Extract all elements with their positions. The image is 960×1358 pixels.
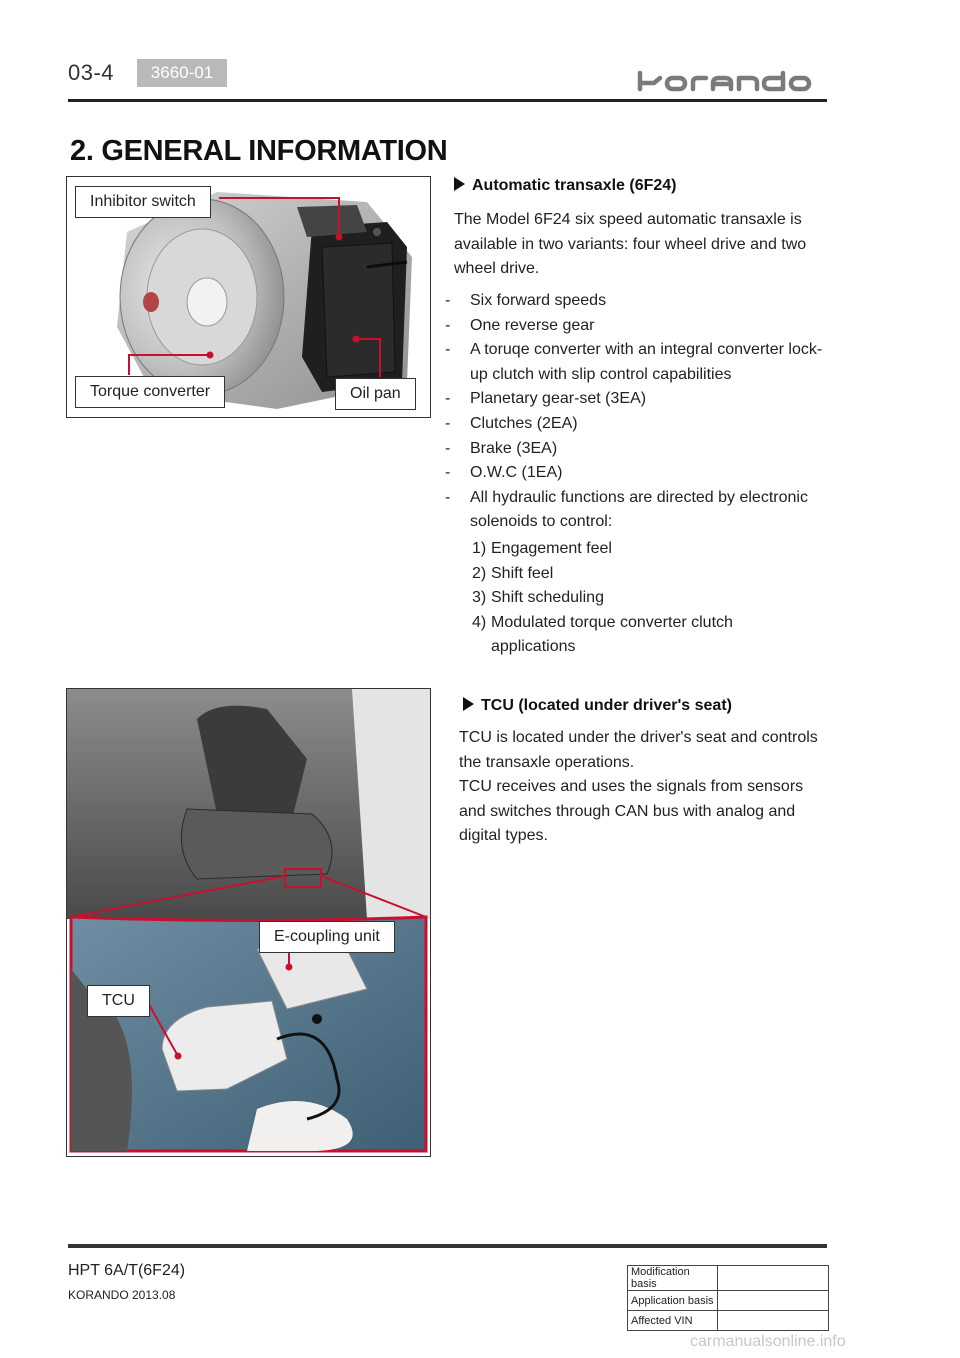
korando-logo — [636, 70, 826, 92]
control-item: 2) Shift feel — [472, 564, 554, 582]
inhibitor-switch-label: Inhibitor switch — [75, 186, 211, 218]
section-code-badge: 3660-01 — [137, 59, 227, 87]
transaxle-heading — [454, 177, 677, 195]
tcu-paragraph-1: TCU is located under the driver's seat and controls the transaxle operations. — [459, 729, 818, 771]
feature-item: - O.W.C (1EA) — [441, 461, 833, 486]
transaxle-figure — [66, 176, 431, 418]
tcu-heading-text: TCU (located under driver's seat) — [481, 697, 732, 714]
table-key: Affected VIN — [628, 1311, 718, 1331]
torque-converter-label: Torque converter — [75, 376, 225, 408]
control-item: 1) Engagement feel — [472, 540, 612, 557]
watermark: carmanualsonline.info — [690, 1333, 846, 1350]
feature-item: - One reverse gear — [441, 314, 833, 339]
table-value — [718, 1311, 829, 1331]
e-coupling-unit-label: E-coupling unit — [259, 921, 395, 953]
tcu-label: TCU — [87, 985, 150, 1017]
control-item: 4) Modulated torque converter clutch applications — [472, 613, 733, 656]
table-row — [628, 1311, 829, 1331]
modification-table — [627, 1265, 829, 1331]
transaxle-intro: The Model 6F24 six speed automatic transaxle is available in two variants: four wheel drive and two wheel drive. — [454, 211, 807, 277]
feature-item: - A toruqe converter with an integral converter lock-up clutch with slip control capabilities — [441, 338, 833, 387]
feature-item: - All hydraulic functions are directed by electronic solenoids to control: — [441, 486, 833, 535]
section-title: 2. GENERAL INFORMATION — [70, 135, 448, 167]
triangle-bullet-icon — [463, 697, 474, 711]
feature-item: - Clutches (2EA) — [441, 412, 833, 437]
table-key: Application basis — [628, 1291, 718, 1311]
table-key: Modification basis — [628, 1266, 718, 1291]
table-value — [718, 1291, 829, 1311]
feature-item: - Planetary gear-set (3EA) — [441, 387, 833, 412]
oil-pan-label: Oil pan — [335, 378, 416, 410]
table-row — [628, 1266, 829, 1291]
control-item: 3) Shift scheduling — [472, 589, 604, 607]
page-number: 03-4 — [68, 60, 115, 85]
transaxle-feature-list — [441, 289, 833, 535]
tcu-heading — [463, 697, 732, 715]
table-value — [718, 1266, 829, 1291]
footer-rule — [68, 1244, 827, 1248]
control-list — [472, 537, 772, 660]
transaxle-heading-text: Automatic transaxle (6F24) — [472, 177, 677, 194]
vehicle-date: KORANDO 2013.08 — [68, 1288, 176, 1302]
feature-item: - Brake (3EA) — [441, 437, 833, 462]
tcu-paragraph-2: TCU receives and uses the signals from sensors and switches through CAN bus with analog and digital types. — [459, 778, 804, 844]
tcu-figure — [66, 688, 431, 1157]
triangle-bullet-icon — [454, 177, 465, 191]
header-rule — [68, 99, 827, 102]
table-row — [628, 1291, 829, 1311]
model-name: HPT 6A/T(6F24) — [68, 1262, 186, 1279]
feature-item: - Six forward speeds — [441, 289, 833, 314]
